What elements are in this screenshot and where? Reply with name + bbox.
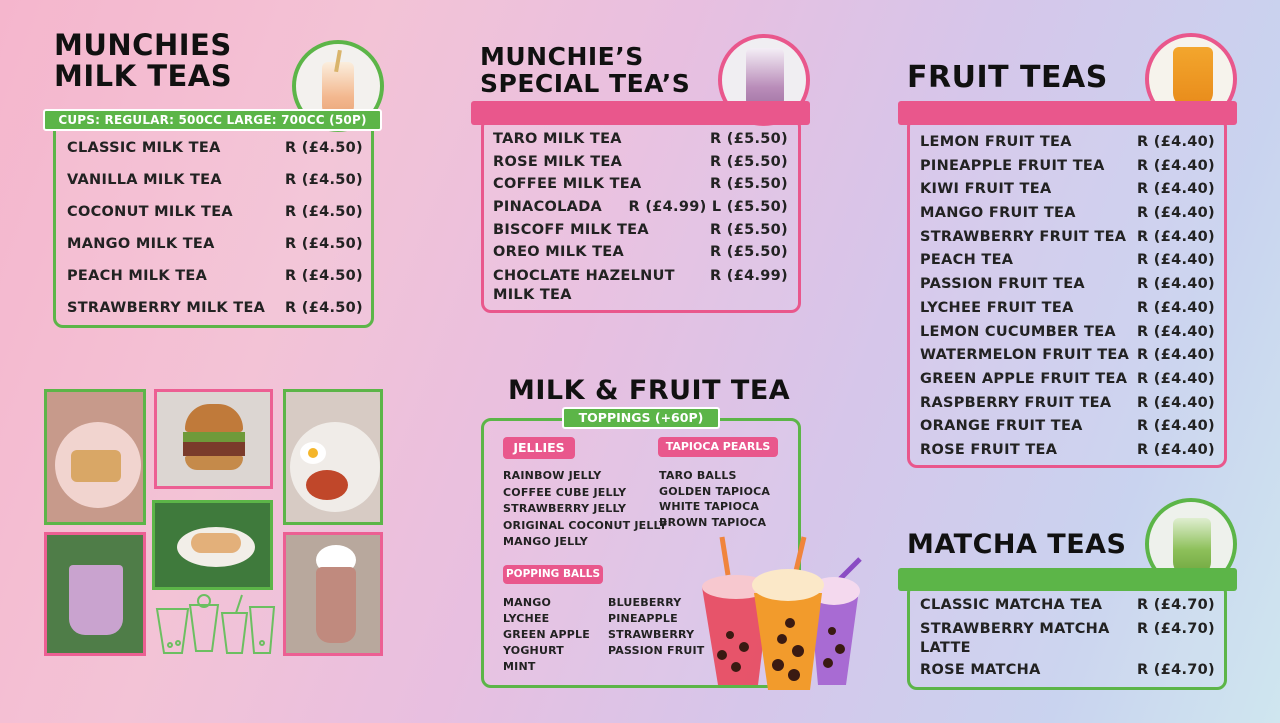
list-item: MANGO MILK TEA R (£4.50) <box>67 236 363 252</box>
toppings-banner: TOPPINGS (+60P) <box>562 407 720 429</box>
list-item: COFFEE MILK TEA R (£5.50) <box>493 176 788 193</box>
tapioca-list <box>659 468 770 530</box>
list-item: TARO BALLS <box>659 469 737 482</box>
list-item: COFFEE CUBE JELLY <box>503 485 627 499</box>
list-item: ORANGE FRUIT TEA R (£4.40) <box>920 418 1215 435</box>
matcha-teas-header-bar <box>898 568 1237 591</box>
jellies-tag: JELLIES <box>503 437 575 459</box>
list-item: BROWN TAPIOCA <box>659 515 767 529</box>
food-photo-dessert <box>152 500 273 590</box>
list-item: STRAWBERRY MILK TEA R (£4.50) <box>67 300 363 316</box>
list-item: STRAWBERRY FRUIT TEA R (£4.40) <box>920 228 1215 245</box>
list-item: ROSE FRUIT TEA R (£4.40) <box>920 441 1215 458</box>
fruit-teas-title: FRUIT TEAS <box>907 60 1108 95</box>
fruit-teas-list <box>920 134 1215 466</box>
list-item: OREO MILK TEA R (£5.50) <box>493 244 788 261</box>
food-photo-breakfast <box>283 389 383 525</box>
special-teas-list <box>493 131 788 307</box>
special-teas-header-bar <box>471 101 810 125</box>
list-item: VANILLA MILK TEA R (£4.50) <box>67 172 363 188</box>
boba-drink-icon <box>152 593 276 657</box>
list-item: PINEAPPLE <box>608 612 678 625</box>
food-photo-taro-drink <box>44 532 146 656</box>
list-item: MINT <box>503 660 536 673</box>
list-item: YOGHURT <box>503 644 564 657</box>
list-item: LYCHEE <box>503 612 550 625</box>
list-item: ORIGINAL COCONUT JELLY <box>503 518 668 532</box>
list-item: PEACH MILK TEA R (£4.50) <box>67 268 363 284</box>
list-item: PINEAPPLE FRUIT TEA R (£4.40) <box>920 157 1215 174</box>
list-item: PASSION FRUIT <box>608 644 705 657</box>
list-item: STRAWBERRY <box>608 628 695 641</box>
special-teas-title <box>480 43 690 97</box>
list-item: RASPBERRY FRUIT TEA R (£4.40) <box>920 394 1215 411</box>
milk-teas-title <box>54 30 232 93</box>
list-item: LEMON CUCUMBER TEA R (£4.40) <box>920 323 1215 340</box>
list-item: COCONUT MILK TEA R (£4.50) <box>67 204 363 220</box>
list-item: PASSION FRUIT TEA R (£4.40) <box>920 276 1215 293</box>
list-item: ROSE MATCHA R (£4.70) <box>920 662 1215 678</box>
list-item: MANGO <box>503 596 552 609</box>
list-item: STRAWBERRY JELLY <box>503 502 627 515</box>
milk-teas-list <box>67 140 363 332</box>
popping-balls-col2 <box>608 595 705 659</box>
tapioca-tag: TAPIOCA PEARLS <box>658 437 778 457</box>
food-photo-burger <box>154 389 273 489</box>
food-photo-waffles <box>44 389 146 525</box>
milk-teas-title-line1: MUNCHIES <box>54 28 232 62</box>
list-item: LYCHEE FRUIT TEA R (£4.40) <box>920 299 1215 316</box>
list-item: KIWI FRUIT TEA R (£4.40) <box>920 181 1215 198</box>
cups-banner: CUPS: REGULAR: 500CC LARGE: 700CC (50P) <box>43 109 382 131</box>
list-item: RAINBOW JELLY <box>503 469 602 482</box>
food-photo-shake <box>283 532 383 656</box>
list-item: WATERMELON FRUIT TEA R (£4.40) <box>920 347 1215 364</box>
list-item: GREEN APPLE <box>503 628 590 641</box>
milk-fruit-tea-title: MILK & FRUIT TEA <box>508 375 791 406</box>
list-item: CLASSIC MATCHA TEA R (£4.70) <box>920 597 1215 613</box>
list-item: LEMON FRUIT TEA R (£4.40) <box>920 134 1215 150</box>
special-teas-title-line1: MUNCHIE’S <box>480 42 644 71</box>
matcha-teas-title: MATCHA TEAS <box>907 529 1127 560</box>
popping-balls-col1 <box>503 595 590 675</box>
list-item: BISCOFF MILK TEA R (£5.50) <box>493 221 788 238</box>
list-item: CLASSIC MILK TEA R (£4.50) <box>67 140 363 156</box>
list-item: STRAWBERRY MATCHA LATTE R (£4.70) <box>920 621 1215 656</box>
list-item: ROSE MILK TEA R (£5.50) <box>493 153 788 170</box>
list-item: PEACH TEA R (£4.40) <box>920 252 1215 269</box>
list-item: GOLDEN TAPIOCA <box>659 484 771 498</box>
list-item: BLUEBERRY <box>608 596 682 609</box>
milk-teas-title-line2: MILK TEAS <box>54 59 233 94</box>
list-item: TARO MILK TEA R (£5.50) <box>493 131 788 147</box>
list-item: GREEN APPLE FRUIT TEA R (£4.40) <box>920 370 1215 387</box>
list-item: PINACOLADA R (£4.99) L (£5.50) <box>493 199 788 216</box>
list-item: CHOCLATE HAZELNUT MILK TEA R (£4.99) <box>493 268 788 304</box>
list-item: WHITE TAPIOCA <box>659 500 760 513</box>
matcha-teas-list <box>920 597 1215 685</box>
list-item: MANGO JELLY <box>503 535 588 548</box>
jellies-list <box>503 468 667 551</box>
bubble-tea-cups-icon <box>700 535 878 693</box>
list-item: MANGO FRUIT TEA R (£4.40) <box>920 205 1215 222</box>
special-teas-title-line2: SPECIAL TEA’S <box>480 69 691 98</box>
fruit-teas-header-bar <box>898 101 1237 125</box>
popping-balls-tag: POPPING BALLS <box>503 565 603 584</box>
